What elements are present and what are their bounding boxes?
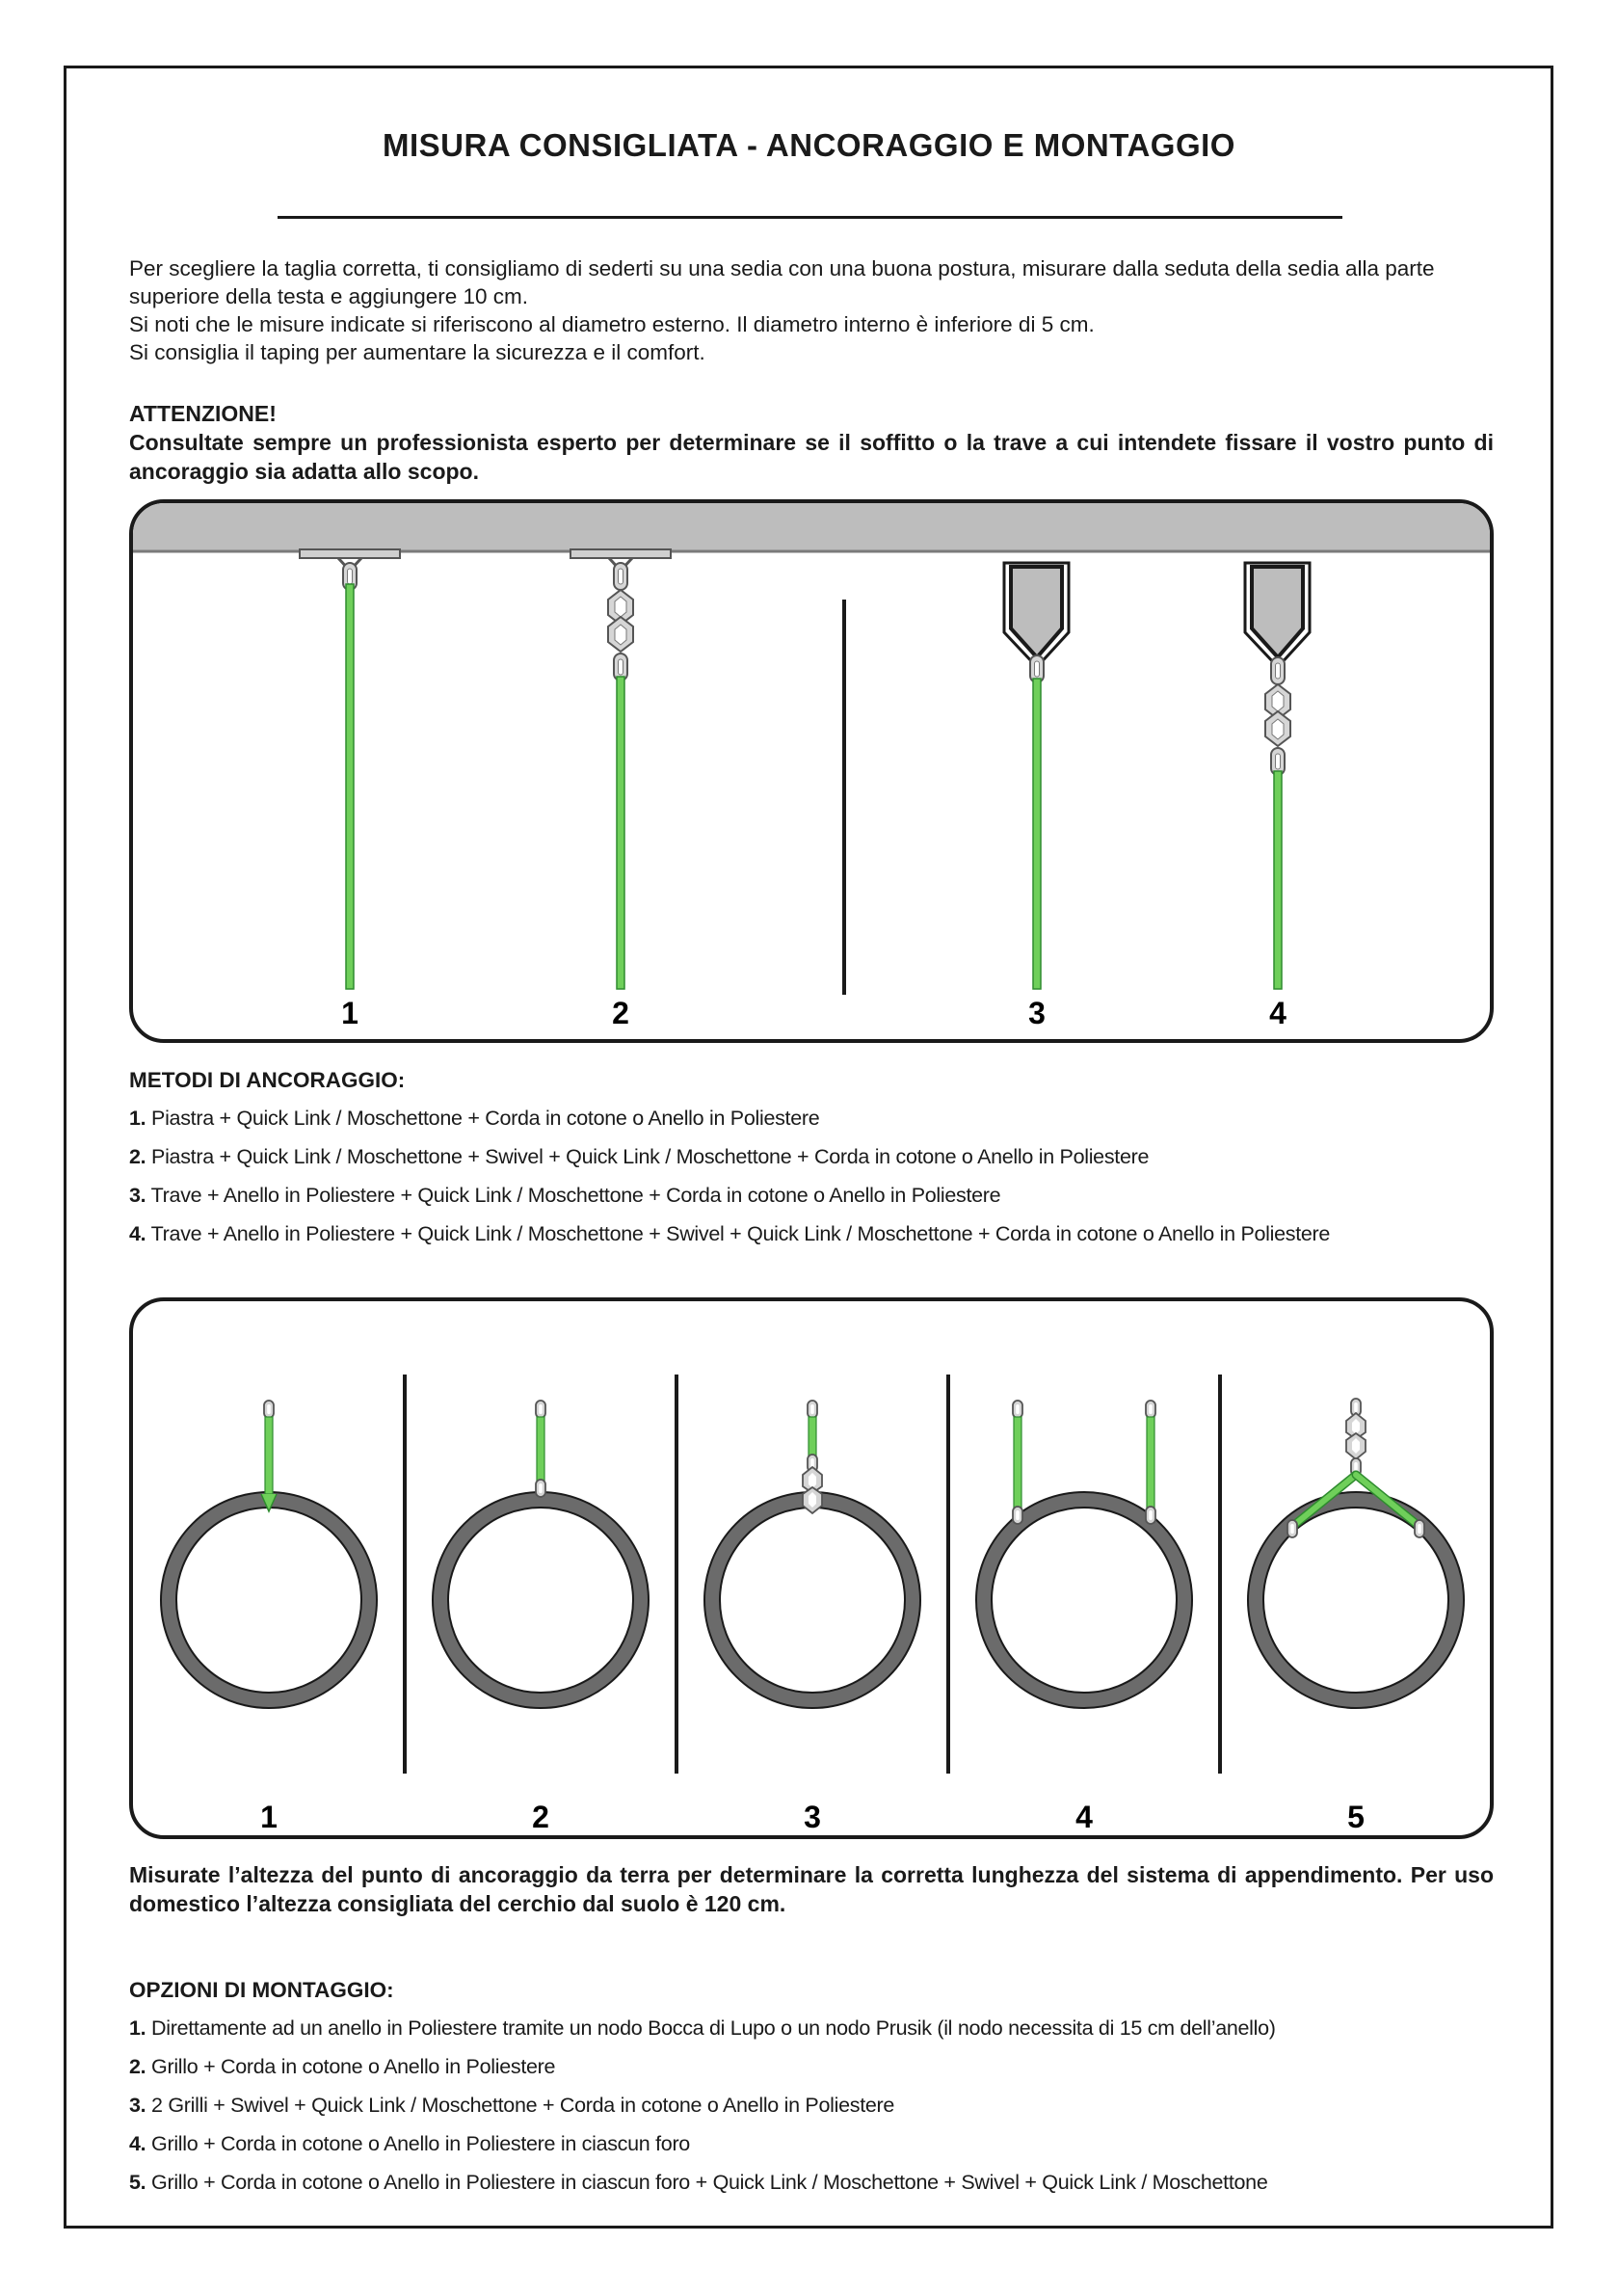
intro-line-3: Si consiglia il taping per aumentare la sicurezza e il comfort.: [129, 340, 705, 364]
anchor-label-3: 3: [1028, 996, 1046, 1030]
anchor-method-3: [1004, 563, 1069, 989]
list-item: 2. Grillo + Corda in cotone o Anello in Poliestere: [129, 2055, 556, 2078]
anchor-label-2: 2: [612, 996, 629, 1030]
measure-note: Misurate l’altezza del punto di ancoraggio da terra per determinare la corretta lunghezza del sistema di appendimento. Per uso domestico l’altezza consigliata del cerchio dal suolo è 120 cm.: [129, 1862, 1494, 1916]
mount-label-3: 3: [804, 1800, 821, 1834]
hoop-icon: [1256, 1500, 1456, 1700]
mount-diagram-panel: [129, 1297, 1494, 1839]
hoop-icon: [169, 1500, 369, 1700]
mount-label-1: 1: [260, 1800, 278, 1834]
warning-text: Consultate sempre un professionista esperto per determinare se il soffitto o la trave a cui intendete fissare il vostro punto di ancoraggio sia adatta allo scopo.: [129, 430, 1494, 484]
anchor-method-2: [570, 549, 671, 989]
hoop-icon: [712, 1500, 913, 1700]
anchor-label-4: 4: [1269, 996, 1286, 1030]
ceiling: [133, 503, 1494, 551]
list-item: 1. Direttamente ad un anello in Poliestere tramite un nodo Bocca di Lupo o un nodo Prusik (il nodo necessita di 15 cm dell’anello): [129, 2016, 1276, 2040]
rope-icon: [265, 1417, 273, 1494]
list-item: 4. Grillo + Corda in cotone o Anello in Poliestere in ciascun foro: [129, 2132, 690, 2155]
mount-options-heading: OPZIONI DI MONTAGGIO:: [129, 1978, 394, 2002]
rope-icon: [346, 584, 354, 989]
hoop-icon: [984, 1500, 1184, 1700]
warning-heading: ATTENZIONE!: [129, 401, 277, 426]
mount-option-5: [1248, 1399, 1464, 1708]
mount-diagram: [133, 1301, 1494, 1839]
intro-text: [129, 254, 1494, 366]
intro-line-1: Per scegliere la taglia corretta, ti consigliamo di sederti su una sedia con una buona postura, misurare dalla seduta della sedia alla parte superiore della testa e aggiungere 10 cm.: [129, 256, 1435, 308]
rope-icon: [809, 1417, 816, 1457]
title-divider: [278, 216, 1342, 219]
list-item: 1. Piastra + Quick Link / Moschettone + Corda in cotone o Anello in Poliestere: [129, 1107, 820, 1130]
rope-icon: [1274, 771, 1282, 989]
list-item: 5. Grillo + Corda in cotone o Anello in Poliestere in ciascun foro + Quick Link / Moschettone + Swivel + Quick Link / Moschettone: [129, 2171, 1268, 2194]
mount-label-4: 4: [1075, 1800, 1093, 1834]
mount-option-1: [161, 1401, 377, 1708]
list-item: 4. Trave + Anello in Poliestere + Quick Link / Moschettone + Swivel + Quick Link / Moschettone + Corda in cotone o Anello in Poliestere: [129, 1222, 1331, 1245]
list-item: 3. 2 Grilli + Swivel + Quick Link / Moschettone + Corda in cotone o Anello in Poliestere: [129, 2094, 895, 2117]
rope-icon: [537, 1417, 544, 1481]
mount-label-2: 2: [532, 1800, 549, 1834]
mount-option-2: [433, 1401, 649, 1708]
rope-icon: [1033, 679, 1041, 989]
anchor-diagram: [133, 503, 1494, 1043]
list-item: 2. Piastra + Quick Link / Moschettone + Swivel + Quick Link / Moschettone + Corda in cotone o Anello in Poliestere: [129, 1145, 1150, 1168]
intro-line-2: Si noti che le misure indicate si riferiscono al diametro esterno. Il diametro interno è inferiore di 5 cm.: [129, 312, 1095, 336]
mount-option-4: [976, 1401, 1192, 1708]
plate-icon: [300, 549, 400, 558]
anchor-label-1: 1: [341, 996, 358, 1030]
anchor-diagram-panel: [129, 499, 1494, 1043]
mount-option-3: [704, 1401, 920, 1708]
mount-label-5: 5: [1347, 1800, 1365, 1834]
warning-block: [129, 399, 1494, 486]
rope-icon: [1147, 1417, 1154, 1508]
list-item: 3. Trave + Anello in Poliestere + Quick Link / Moschettone + Corda in cotone o Anello in Poliestere: [129, 1184, 1001, 1207]
page-title: MISURA CONSIGLIATA - ANCORAGGIO E MONTAGGIO: [383, 127, 1235, 163]
beam-icon: [1252, 567, 1303, 657]
hoop-icon: [440, 1500, 641, 1700]
anchor-methods-list: [129, 1099, 1526, 1253]
rope-icon: [1014, 1417, 1021, 1508]
anchor-methods-heading: METODI DI ANCORAGGIO:: [129, 1068, 406, 1092]
plate-icon: [570, 549, 671, 558]
rope-icon: [617, 677, 624, 989]
anchor-method-1: [300, 549, 400, 989]
mount-options-list: [129, 2009, 1526, 2202]
beam-icon: [1011, 567, 1062, 657]
anchor-method-4: [1245, 563, 1310, 989]
